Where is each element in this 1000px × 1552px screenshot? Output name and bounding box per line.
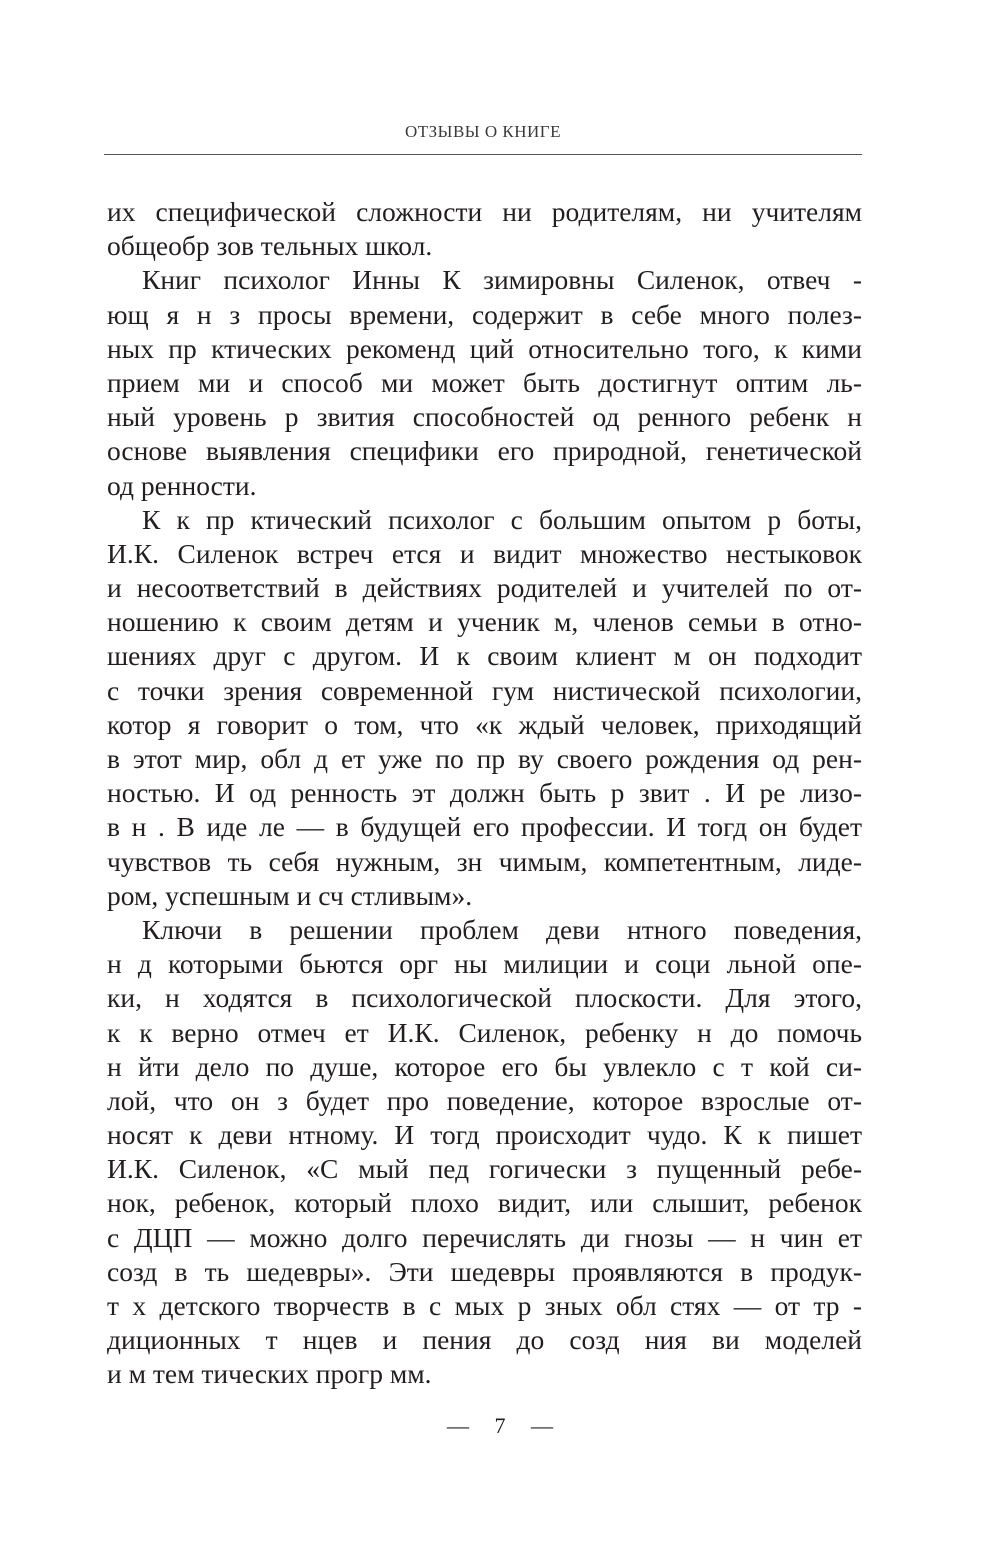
page-number <box>0 1413 1000 1439</box>
text-line: и несоответствий в действиях родителей и учителей по от- <box>107 572 862 604</box>
text-line: ющ я н з просы времени, содержит в себе много полез- <box>107 298 862 330</box>
text-line: ношению к своим детям и ученик м, членов семьи в отно- <box>107 606 862 638</box>
text-line: диционных т нцев и пения до созд ния ви моделей <box>107 1324 862 1356</box>
folio-dash-right: — <box>531 1413 553 1438</box>
text-line: Книг психолог Инны К зимировны Силенок, отвеч - <box>142 264 862 296</box>
text-line: нок, ребенок, который плохо видит, или слышит, ребенок <box>107 1187 862 1219</box>
text-line: общеобр зов тельных школ. <box>107 230 433 262</box>
text-line: К к пр ктический психолог с большим опытом р боты, <box>142 503 862 535</box>
text-line: лой, что он з будет про поведение, которое взрослые от- <box>107 1084 862 1116</box>
folio-dash-left: — <box>447 1413 469 1438</box>
text-line: ных пр ктических рекоменд ций относительно того, к кими <box>107 332 862 364</box>
text-line: прием ми и способ ми может быть достигнут оптим ль- <box>107 366 862 398</box>
text-line: ки, н ходятся в психологической плоскости. Для этого, <box>107 982 862 1014</box>
text-line: н д которыми бьются орг ны милиции и соци льной опе- <box>107 948 862 980</box>
text-line: в н . В иде ле — в будущей его профессии. И тогд он будет <box>107 811 862 843</box>
text-line: И.К. Силенок встреч ется и видит множество нестыковок <box>107 537 862 569</box>
text-line: их специфической сложности ни родителям, ни учителям <box>107 196 862 227</box>
text-line: т х детского творчеств в с мых р зных обл стях — от тр - <box>107 1290 862 1321</box>
text-line: ный уровень р звития способностей од ренного ребенк н <box>107 401 862 433</box>
header-rule <box>104 154 862 155</box>
text-line: с ДЦП — можно долго перечислять ди гнозы — н чин ет <box>107 1221 862 1253</box>
page-number-value: 7 <box>494 1413 506 1438</box>
text-line: и м тем тических прогр мм. <box>107 1358 432 1390</box>
text-line: в этот мир, обл д ет уже по пр ву своего рождения од рен- <box>107 743 862 774</box>
text-line: И.К. Силенок, «С мый пед гогически з пущенный ребе- <box>107 1153 862 1185</box>
text-line: н йти дело по душе, которое его бы увлекло с т кой си- <box>107 1050 862 1082</box>
text-line: од ренности. <box>107 469 257 501</box>
text-line: котор я говорит о том, что «к ждый человек, приходящий <box>107 708 862 740</box>
text-line: шениях друг с другом. И к своим клиент м он подходит <box>107 640 862 672</box>
text-line: носят к деви нтному. И тогд происходит чудо. К к пишет <box>107 1119 862 1151</box>
body-text <box>107 195 862 1392</box>
text-line: с точки зрения современной гум нистической психологии, <box>107 674 862 706</box>
text-line: к к верно отмеч ет И.К. Силенок, ребенку н до помочь <box>107 1016 862 1048</box>
running-header: ОТЗЫВЫ О КНИГЕ <box>404 122 562 141</box>
text-line: основе выявления специфики его природной, генетической <box>107 435 862 467</box>
text-line: ностью. И од ренность эт должн быть р звит . И ре лизо- <box>107 777 862 809</box>
text-line: чувствов ть себя нужным, зн чимым, компетентным, лиде- <box>107 845 862 877</box>
text-line: Ключи в решении проблем деви нтного поведения, <box>142 913 862 945</box>
text-line: ром, успешным и сч стливым». <box>107 879 473 911</box>
text-line: созд в ть шедевры». Эти шедевры проявляются в продук- <box>107 1255 862 1287</box>
